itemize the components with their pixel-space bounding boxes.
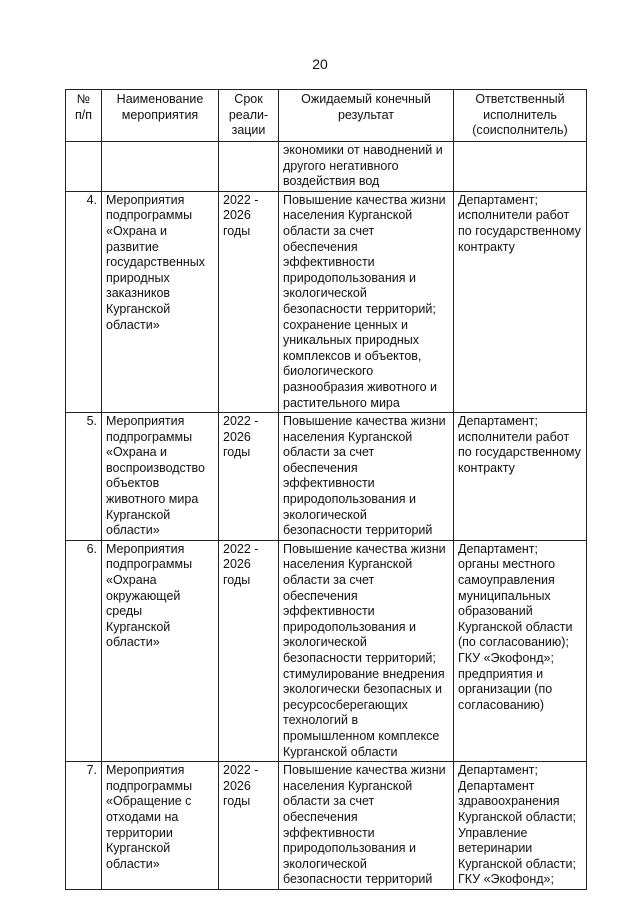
row-executor: Департамент; исполнители работ по государственному контракту <box>454 191 587 412</box>
header-term: Срок реали- зации <box>219 90 279 142</box>
continuation-row <box>66 142 587 192</box>
table-row <box>66 413 587 541</box>
continuation-num <box>66 142 102 192</box>
header-name: Наименование мероприятия <box>102 90 219 142</box>
header-number: № п/п <box>66 90 102 142</box>
continuation-term <box>219 142 279 192</box>
header-result: Ожидаемый конечный результат <box>279 90 454 142</box>
continuation-name <box>102 142 219 192</box>
measures-table <box>65 89 587 890</box>
row-term: 2022 - 2026 годы <box>219 762 279 890</box>
row-executor: Департамент; Департамент здравоохранения Курганской области; Управление ветеринарии Курганской области; ГКУ «Экофонд»; <box>454 762 587 890</box>
row-name: Мероприятия подпрограммы «Обращение с отходами на территории Курганской области» <box>102 762 219 890</box>
header-executor: Ответственный исполнитель (соисполнитель) <box>454 90 587 142</box>
row-result: Повышение качества жизни населения Курганской области за счет обеспечения эффективности природопользования и экологической безопасности территорий <box>279 762 454 890</box>
row-name: Мероприятия подпрограммы «Охрана и развитие государственных природных заказников Курганской области» <box>102 191 219 412</box>
row-number: 5. <box>66 413 102 541</box>
row-term: 2022 - 2026 годы <box>219 413 279 541</box>
table-row <box>66 540 587 761</box>
row-executor: Департамент; органы местного самоуправления муниципальных образований Курганской области (по согласованию); ГКУ «Экофонд»; предприятия и организации (по согласованию) <box>454 540 587 761</box>
page-number: 20 <box>312 56 328 72</box>
continuation-executor <box>454 142 587 192</box>
row-term: 2022 - 2026 годы <box>219 540 279 761</box>
row-name: Мероприятия подпрограммы «Охрана окружающей среды Курганской области» <box>102 540 219 761</box>
row-name: Мероприятия подпрограммы «Охрана и воспроизводство объектов животного мира Курганской области» <box>102 413 219 541</box>
table-row <box>66 191 587 412</box>
row-number: 4. <box>66 191 102 412</box>
continuation-result: экономики от наводнений и другого негативного воздействия вод <box>279 142 454 192</box>
table-header-row <box>66 90 587 142</box>
table-row <box>66 762 587 890</box>
row-result: Повышение качества жизни населения Курганской области за счет обеспечения эффективности природопользования и экологической безопасности территорий <box>279 413 454 541</box>
row-result: Повышение качества жизни населения Курганской области за счет обеспечения эффективности природопользования и экологической безопасности территорий; стимулирование внедрения экологически безопасных и ресурсосберегающих технологий в промышленном комплексе Курганской области <box>279 540 454 761</box>
row-result: Повышение качества жизни населения Курганской области за счет обеспечения эффективности природопользования и экологической безопасности территорий; сохранение ценных и уникальных природных комплексов и объектов, биологического разнообразия животного и растительного мира <box>279 191 454 412</box>
row-number: 6. <box>66 540 102 761</box>
row-number: 7. <box>66 762 102 890</box>
row-term: 2022 - 2026 годы <box>219 191 279 412</box>
row-executor: Департамент; исполнители работ по государственному контракту <box>454 413 587 541</box>
